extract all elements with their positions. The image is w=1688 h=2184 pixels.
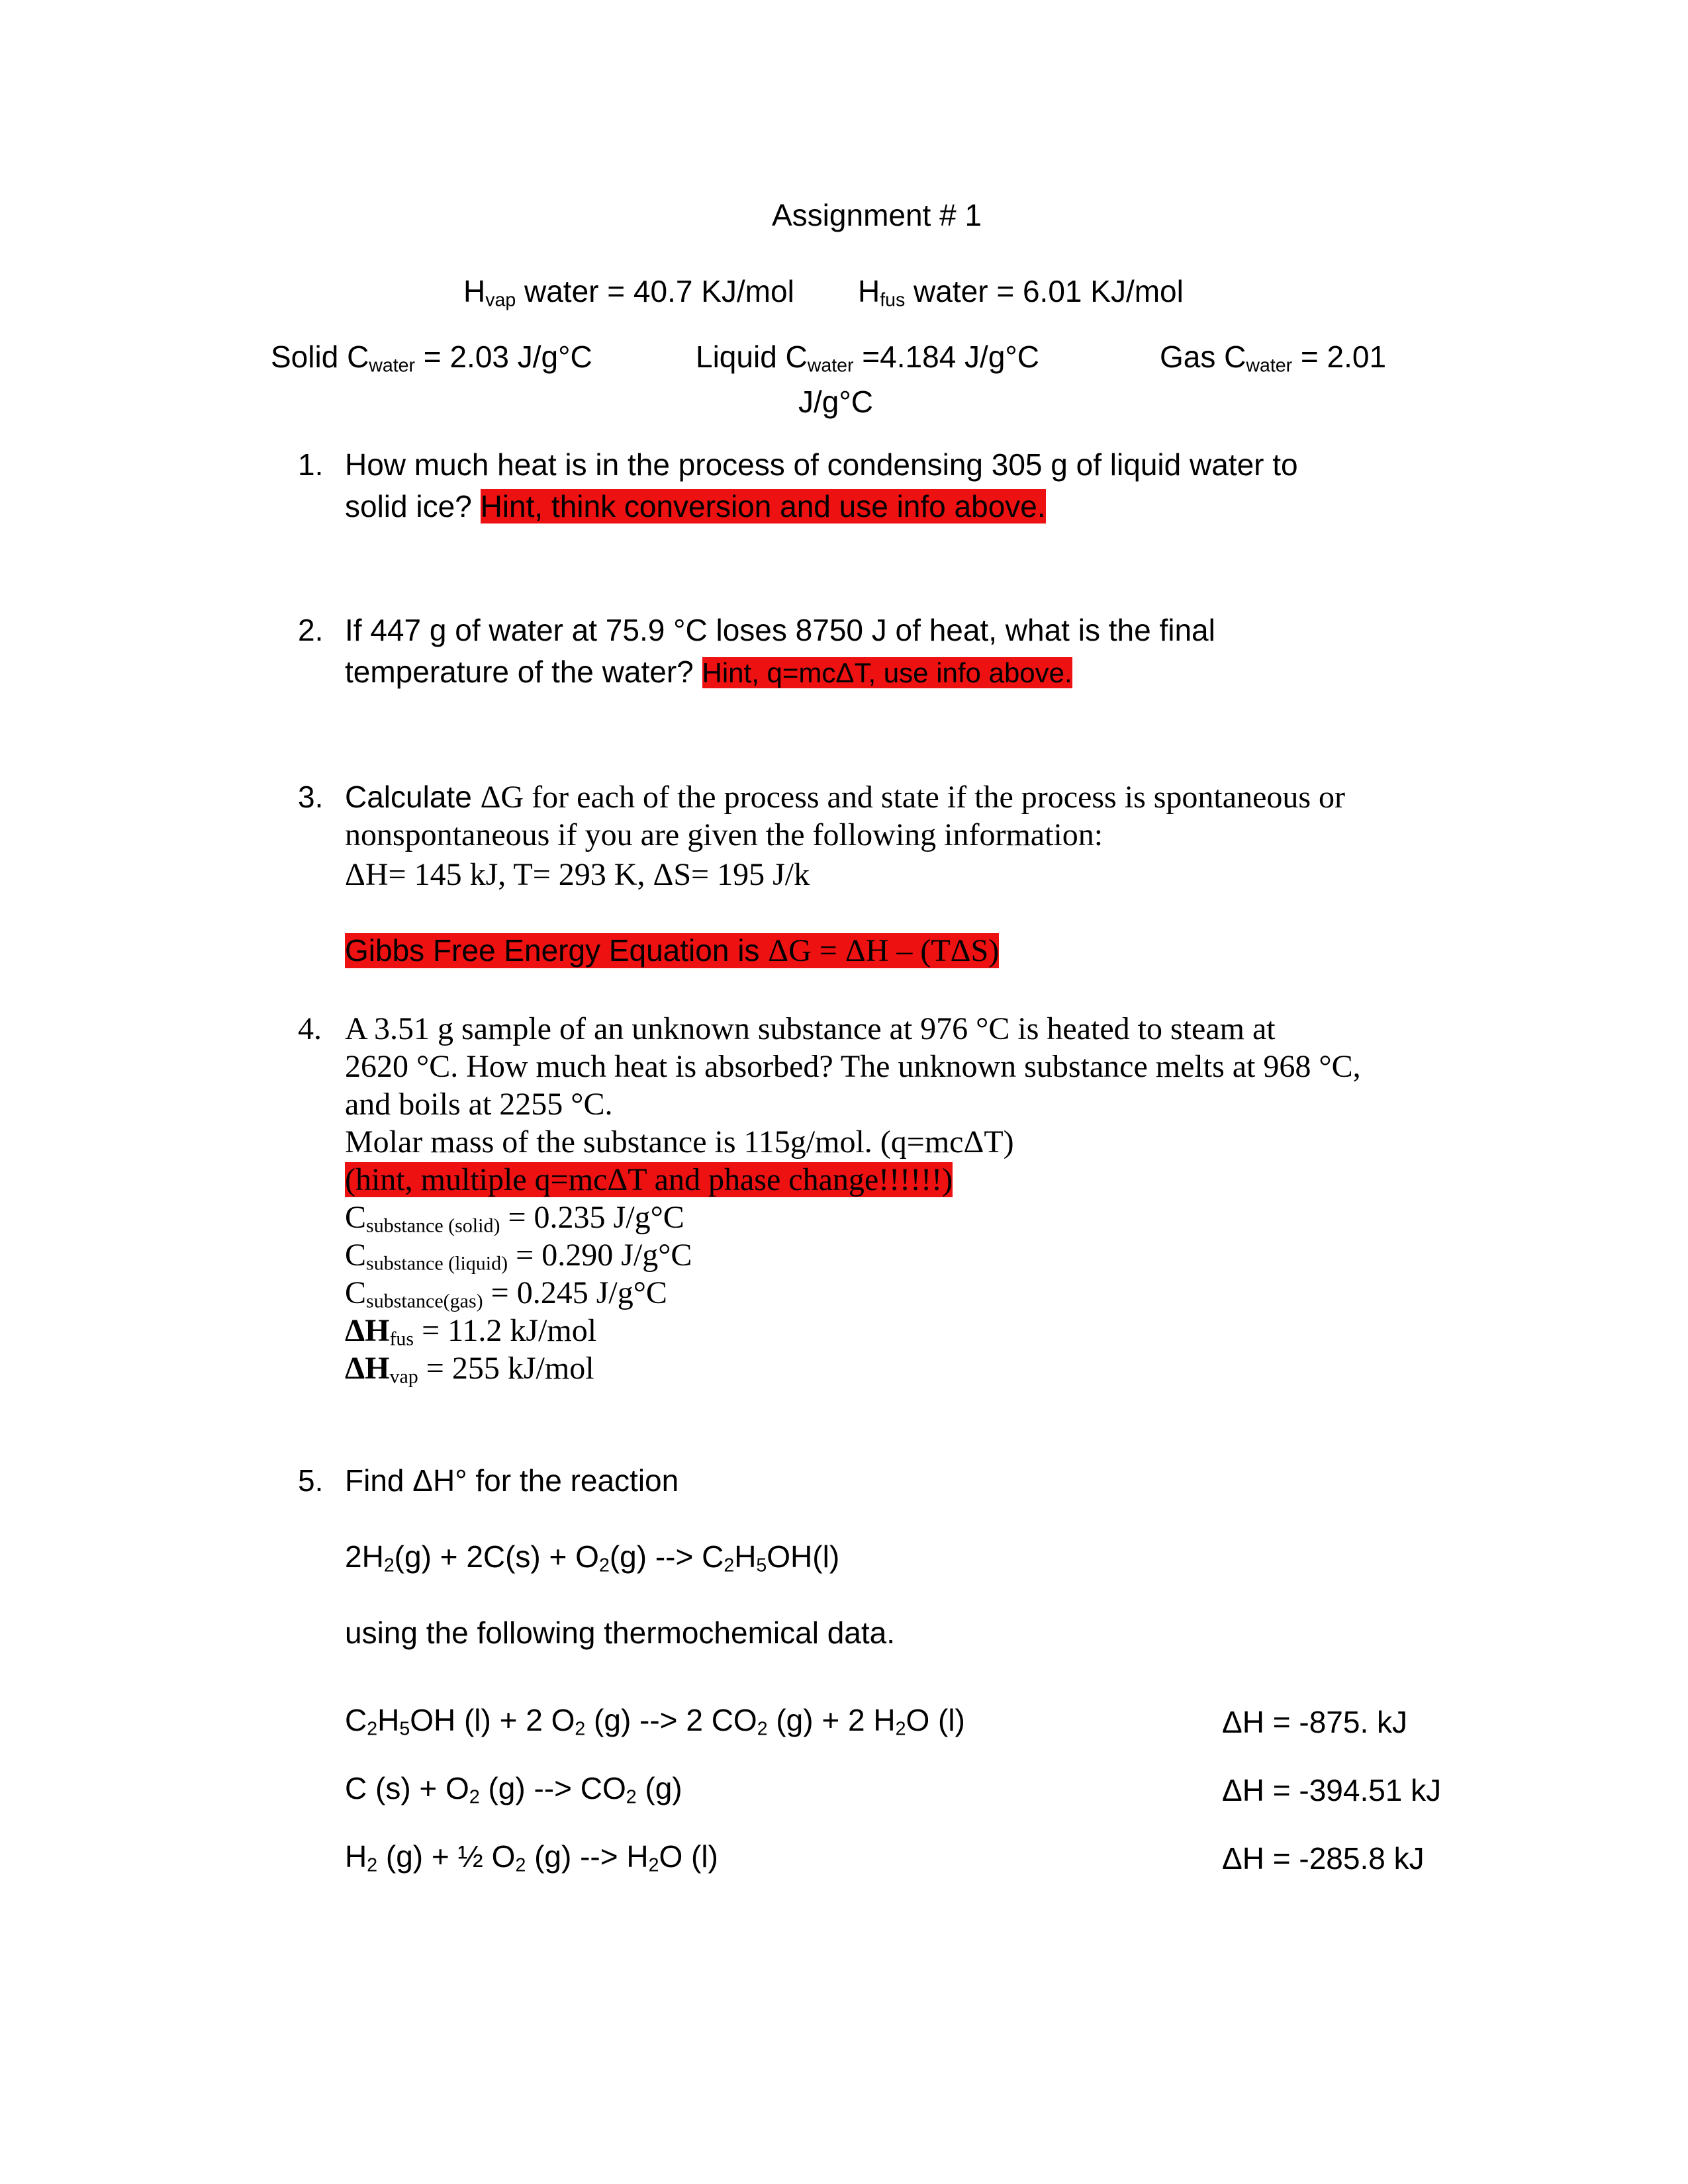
reaction-part: O (l) — [659, 1839, 718, 1874]
question-3-number: 3. — [298, 780, 324, 814]
c-solid-value: = 0.235 J/g°C — [500, 1200, 684, 1235]
reaction-subscript: 2 — [895, 1718, 906, 1740]
question-4-hint-text: (hint, multiple q=mcΔT and phase change!!!!!!) — [345, 1162, 953, 1197]
question-4-line-2: 2620 °C. How much heat is absorbed? The unknown substance melts at 968 °C, — [345, 1049, 1361, 1084]
reaction-part: H — [345, 1839, 367, 1874]
target-subscript: 2 — [598, 1555, 610, 1576]
question-1-line-1: How much heat is in the process of condensing 305 g of liquid water to — [345, 447, 1298, 482]
dh-vap-value: = 255 kJ/mol — [418, 1351, 594, 1386]
dh-vap — [345, 1350, 594, 1387]
c-solid — [345, 1199, 684, 1236]
question-1-number: 1. — [298, 447, 324, 482]
reaction-2-dh: ΔH = -394.51 kJ — [1222, 1773, 1442, 1807]
reaction-part: (g) — [636, 1771, 682, 1805]
solid-heat-capacity — [271, 339, 592, 375]
reaction-part: OH (l) + 2 O — [410, 1703, 575, 1737]
c-liquid-symbol: C — [345, 1238, 367, 1273]
reaction-subscript: 2 — [515, 1854, 526, 1876]
question-1-line-2 — [345, 488, 1046, 524]
reaction-part: C (s) + O — [345, 1771, 469, 1805]
question-4-line-1: A 3.51 g sample of an unknown substance at 976 °C is heated to steam at — [345, 1011, 1276, 1046]
liquid-heat-capacity — [696, 339, 1039, 375]
dh-fus-subscript: fus — [389, 1328, 414, 1350]
gas-label: Gas C — [1160, 340, 1246, 374]
question-5-line-1: Find ΔH° for the reaction — [345, 1463, 679, 1498]
c-liquid-value: = 0.290 J/g°C — [508, 1238, 692, 1273]
reaction-subscript: 2 — [626, 1786, 637, 1808]
question-3-line-2: nonspontaneous if you are given the following information: — [345, 817, 1103, 852]
hvap-subscript: vap — [485, 289, 516, 311]
question-3-text: ΔG for each of the process and state if the process is spontaneous or — [480, 780, 1346, 815]
target-part: (g) --> C — [609, 1539, 724, 1574]
reaction-3-dh: ΔH = -285.8 kJ — [1222, 1841, 1425, 1876]
reaction-subscript: 2 — [367, 1718, 378, 1740]
reaction-1-dh: ΔH = -875. kJ — [1222, 1705, 1407, 1739]
reaction-3 — [345, 1839, 718, 1874]
question-2-line-2 — [345, 654, 1072, 690]
hfus-constant — [858, 273, 1184, 309]
hfus-subscript: fus — [880, 289, 906, 311]
reaction-part: (g) --> CO — [479, 1771, 626, 1805]
dh-fus — [345, 1312, 596, 1349]
target-subscript: 2 — [383, 1555, 395, 1576]
reaction-part: (g) + 2 H — [767, 1703, 896, 1737]
target-part: H — [734, 1539, 757, 1574]
reaction-part: (g) + ½ O — [377, 1839, 516, 1874]
solid-label: Solid C — [271, 340, 369, 374]
target-reaction — [345, 1539, 839, 1574]
gas-unit: J/g°C — [798, 385, 873, 419]
page-title: Assignment # 1 — [772, 198, 982, 232]
reaction-subscript: 2 — [648, 1854, 659, 1876]
liquid-label: Liquid C — [696, 340, 808, 374]
gas-heat-capacity — [1160, 339, 1386, 375]
reaction-part: (g) --> 2 CO — [585, 1703, 757, 1737]
gas-subscript: water — [1246, 355, 1293, 377]
question-4-number: 4. — [298, 1011, 322, 1046]
reaction-1 — [345, 1702, 965, 1738]
reaction-subscript: 2 — [469, 1786, 480, 1808]
question-4-line-3: and boils at 2255 °C. — [345, 1087, 613, 1122]
target-subscript: 2 — [724, 1555, 735, 1576]
question-2-number: 2. — [298, 613, 324, 647]
c-gas-value: = 0.245 J/g°C — [483, 1275, 667, 1310]
hvap-symbol: H — [463, 274, 486, 308]
c-gas-symbol: C — [345, 1275, 367, 1310]
hfus-value: water = 6.01 KJ/mol — [905, 274, 1184, 308]
target-part: OH(l) — [767, 1539, 840, 1574]
question-3-line-1 — [345, 779, 1345, 815]
hfus-symbol: H — [858, 274, 880, 308]
question-2-hint: Hint, q=mcΔT, use info above. — [702, 657, 1072, 688]
reaction-subscript: 2 — [367, 1854, 378, 1876]
c-liquid-subscript: substance (liquid) — [366, 1252, 508, 1275]
dh-vap-symbol: ΔH — [345, 1351, 390, 1386]
question-1-hint: Hint, think conversion and use info above. — [480, 489, 1046, 523]
c-solid-subscript: substance (solid) — [366, 1214, 500, 1237]
target-part: (g) + 2C(s) + O — [394, 1539, 599, 1574]
reaction-part: H — [377, 1703, 400, 1737]
question-3-lead: Calculate — [345, 780, 481, 814]
question-4-hint — [345, 1161, 953, 1198]
target-part: 2H — [345, 1539, 384, 1574]
solid-value: = 2.03 J/g°C — [415, 340, 592, 374]
question-5-using: using the following thermochemical data. — [345, 1615, 896, 1650]
question-5-number: 5. — [298, 1463, 324, 1498]
liquid-value: =4.184 J/g°C — [853, 340, 1040, 374]
question-2-text: temperature of the water? — [345, 655, 702, 689]
gibbs-label: Gibbs Free Energy Equation is — [345, 933, 769, 968]
c-gas-subscript: substance(gas) — [366, 1290, 483, 1312]
c-liquid — [345, 1237, 692, 1273]
hvap-constant — [463, 273, 794, 309]
question-3-line-3: ΔH= 145 kJ, T= 293 K, ΔS= 195 J/k — [345, 857, 810, 892]
question-2-line-1: If 447 g of water at 75.9 °C loses 8750 J of heat, what is the final — [345, 613, 1215, 647]
c-solid-symbol: C — [345, 1200, 367, 1235]
c-gas — [345, 1275, 667, 1311]
reaction-subscript: 5 — [399, 1718, 410, 1740]
solid-subscript: water — [369, 355, 416, 377]
reaction-part: O (l) — [906, 1703, 965, 1737]
gas-value: = 2.01 — [1292, 340, 1387, 374]
reaction-part: (g) --> H — [526, 1839, 649, 1874]
dh-fus-symbol: ΔH — [345, 1313, 390, 1348]
dh-vap-subscript: vap — [389, 1365, 418, 1388]
reaction-2 — [345, 1770, 682, 1806]
question-4-line-4: Molar mass of the substance is 115g/mol. (q=mcΔT) — [345, 1124, 1014, 1160]
liquid-subscript: water — [807, 355, 854, 377]
gibbs-equation: ΔG = ΔH – (TΔS) — [768, 933, 1000, 968]
question-3-hint — [345, 933, 999, 969]
reaction-part: C — [345, 1703, 367, 1737]
reaction-subscript: 2 — [575, 1718, 586, 1740]
hvap-value: water = 40.7 KJ/mol — [516, 274, 794, 308]
dh-fus-value: = 11.2 kJ/mol — [414, 1313, 597, 1348]
reaction-subscript: 2 — [757, 1718, 768, 1740]
target-subscript: 5 — [756, 1555, 767, 1576]
question-1-text: solid ice? — [345, 489, 481, 523]
